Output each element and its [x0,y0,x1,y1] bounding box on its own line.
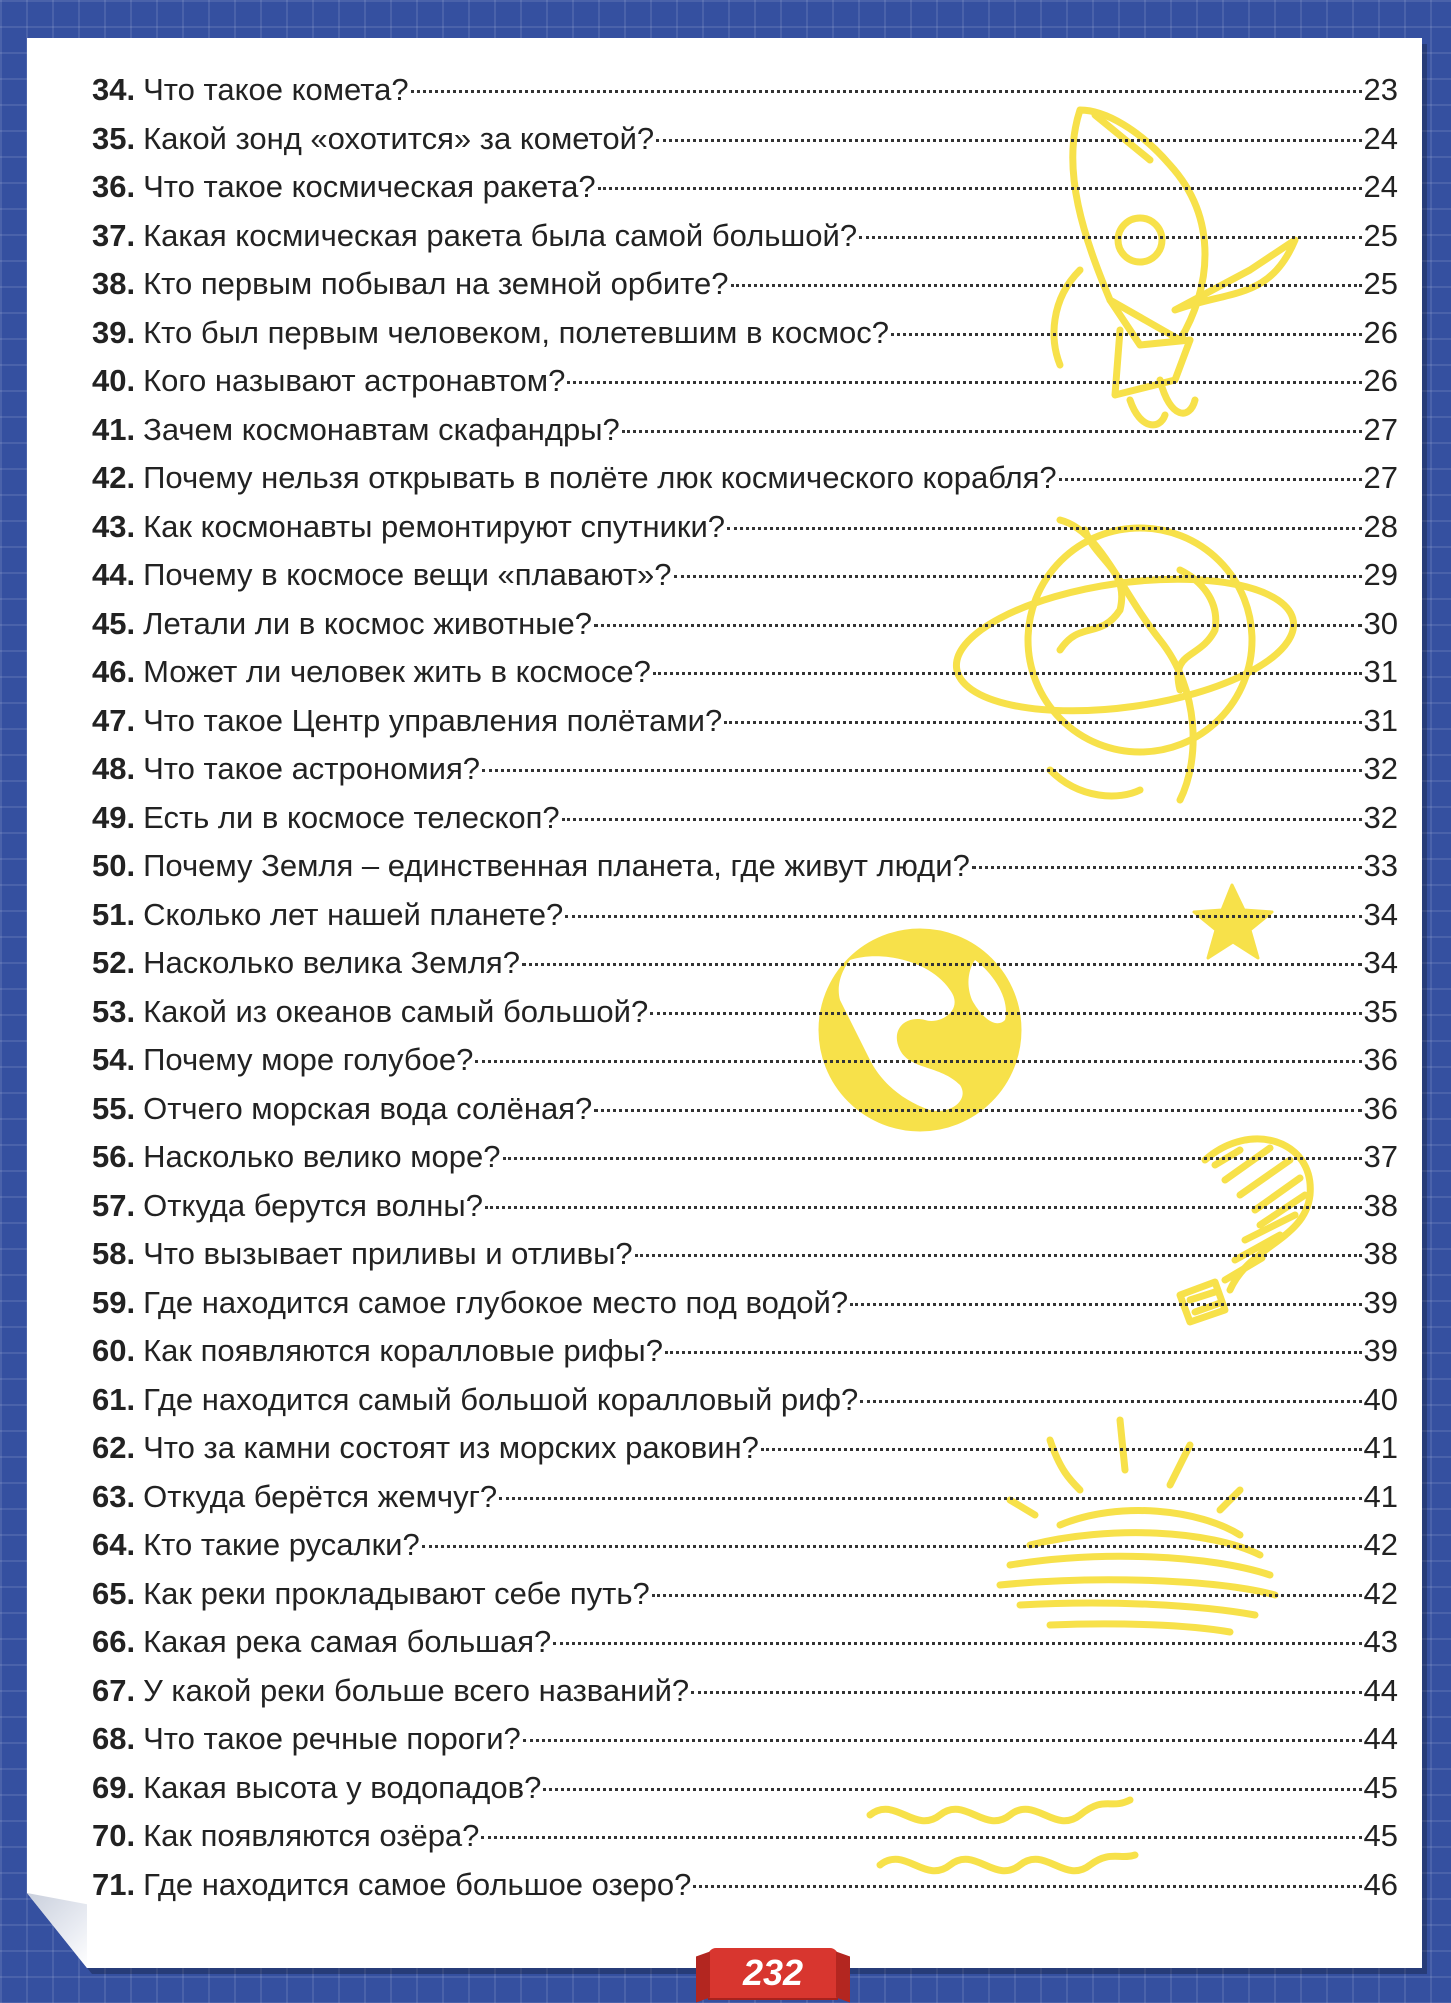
toc-entry-number: 64. [92,1527,136,1562]
toc-entry[interactable] [92,891,1398,940]
toc-entry-number: 68. [92,1721,136,1756]
toc-entry-number: 52. [92,945,136,980]
dot-leader [652,1593,1362,1597]
toc-entry[interactable] [92,1036,1398,1085]
toc-entry[interactable] [92,1521,1398,1570]
toc-entry[interactable] [92,842,1398,891]
toc-entry-page: 35 [1363,993,1398,1029]
toc-entry-page: 44 [1363,1721,1398,1756]
toc-entry-number: 63. [92,1478,136,1514]
toc-entry-page: 32 [1363,751,1398,786]
toc-entry[interactable] [92,357,1398,406]
toc-entry-page: 26 [1363,363,1398,398]
toc-entry-number: 41. [92,411,136,447]
toc-entry[interactable] [92,115,1398,164]
toc-entry-number: 61. [92,1381,136,1417]
toc-entry-title: Где находится самое глубокое место под водой? [143,1284,849,1320]
dot-leader [622,429,1362,433]
toc-entry-title: Почему нельзя открывать в полёте люк космического корабля? [143,460,1057,495]
toc-entry-number: 45. [92,605,136,641]
toc-entry-page: 36 [1363,1090,1398,1126]
toc-entry-title: Кто первым побывал на земной орбите? [143,266,729,301]
toc-entry-page: 27 [1363,411,1398,447]
table-of-contents [92,66,1398,1909]
toc-entry-title: Зачем космонавтам скафандры? [143,411,620,447]
toc-entry-page: 42 [1363,1575,1398,1611]
toc-entry-number: 48. [92,751,136,786]
toc-entry-page: 26 [1363,314,1398,350]
toc-entry-page: 31 [1363,654,1398,689]
toc-entry[interactable] [92,66,1398,115]
toc-entry-page: 30 [1363,605,1398,641]
dot-leader [860,1399,1361,1403]
toc-entry[interactable] [92,1424,1398,1473]
toc-entry-title: Как появляются озёра? [143,1818,480,1853]
toc-entry-title: Где находится самый большой коралловый риф? [143,1381,859,1417]
toc-entry[interactable] [92,1230,1398,1279]
toc-entry-title: Насколько велика Земля? [143,945,520,980]
toc-entry-title: Что за камни состоят из морских раковин? [143,1430,759,1465]
toc-entry[interactable] [92,1715,1398,1764]
toc-entry-page: 31 [1363,702,1398,738]
toc-entry[interactable] [92,1667,1398,1716]
toc-entry-page: 45 [1363,1818,1398,1853]
toc-entry-title: Может ли человек жить в космосе? [143,654,651,689]
toc-entry-number: 44. [92,557,136,592]
toc-entry-title: Какой зонд «охотится» за кометой? [143,120,655,156]
dot-leader [653,671,1362,675]
dot-leader [731,283,1362,287]
dot-leader [422,1544,1362,1548]
dot-leader [411,89,1362,93]
toc-entry-number: 49. [92,799,136,835]
dot-leader [656,138,1361,142]
toc-entry-page: 28 [1363,508,1398,544]
toc-entry[interactable] [92,988,1398,1037]
dot-leader [674,574,1362,578]
toc-entry-page: 40 [1363,1381,1398,1417]
dot-leader [635,1253,1362,1257]
toc-entry-page: 43 [1363,1624,1398,1659]
toc-entry[interactable] [92,551,1398,600]
toc-entry-number: 46. [92,654,136,689]
dot-leader [594,1108,1361,1112]
toc-entry-page: 34 [1363,896,1398,932]
toc-entry-number: 35. [92,120,136,156]
toc-entry-title: Почему Земля – единственная планета, где живут люди? [143,848,970,883]
toc-entry[interactable] [92,1376,1398,1425]
toc-entry-page: 34 [1363,945,1398,980]
toc-entry-title: Где находится самое большое озеро? [143,1866,692,1902]
toc-entry-page: 36 [1363,1042,1398,1077]
toc-entry-title: Кто был первым человеком, полетевшим в космос? [143,314,889,350]
dot-leader [481,1835,1361,1839]
toc-entry-title: Сколько лет нашей планете? [143,896,564,932]
toc-entry[interactable] [92,503,1398,552]
toc-entry[interactable] [92,745,1398,794]
page-number: 232 [742,1952,804,1993]
toc-entry[interactable] [92,1133,1398,1182]
dot-leader [761,1447,1362,1451]
toc-entry-number: 59. [92,1284,136,1320]
toc-entry-page: 41 [1363,1478,1398,1514]
toc-entry-title: Насколько велико море? [143,1139,501,1174]
toc-entry[interactable] [92,1764,1398,1813]
toc-entry-page: 23 [1363,72,1398,107]
toc-entry-title: Как появляются коралловые рифы? [143,1333,663,1368]
toc-entry[interactable] [92,454,1398,503]
toc-entry[interactable] [92,1327,1398,1376]
toc-entry-title: Кого называют астронавтом? [143,363,566,398]
dot-leader [567,380,1361,384]
toc-entry-title: Есть ли в космосе телескоп? [143,799,560,835]
toc-entry[interactable] [92,1618,1398,1667]
dot-leader [553,1641,1361,1645]
dot-leader [522,962,1362,966]
toc-entry-page: 25 [1363,217,1398,253]
toc-entry-number: 43. [92,508,136,544]
toc-entry-number: 71. [92,1866,136,1902]
toc-entry-title: Какая космическая ракета была самой большой? [143,217,858,253]
toc-entry-number: 42. [92,460,136,495]
toc-entry-title: Что такое комета? [143,72,409,107]
toc-entry-page: 39 [1363,1333,1398,1368]
dot-leader [543,1787,1361,1791]
toc-entry-page: 45 [1363,1769,1398,1805]
toc-entry-page: 39 [1363,1284,1398,1320]
dot-leader [482,768,1362,772]
toc-entry-number: 34. [92,72,136,107]
toc-entry-number: 69. [92,1769,136,1805]
toc-entry[interactable] [92,1570,1398,1619]
toc-entry-number: 65. [92,1575,136,1611]
toc-entry-page: 32 [1363,799,1398,835]
toc-entry-title: Какая высота у водопадов? [143,1769,542,1805]
toc-entry-title: Что такое астрономия? [143,751,481,786]
toc-entry[interactable] [92,163,1398,212]
toc-entry-page: 46 [1363,1866,1398,1902]
toc-entry[interactable] [92,1182,1398,1231]
toc-entry[interactable] [92,697,1398,746]
toc-entry-page: 37 [1363,1139,1398,1174]
toc-entry-number: 57. [92,1187,136,1223]
toc-entry-number: 37. [92,217,136,253]
toc-entry[interactable] [92,1473,1398,1522]
toc-entry-title: Как реки прокладывают себе путь? [143,1575,650,1611]
dot-leader [499,1496,1361,1500]
dot-leader [850,1302,1361,1306]
toc-entry-number: 39. [92,314,136,350]
toc-entry-number: 36. [92,169,136,204]
toc-entry-number: 62. [92,1430,136,1465]
toc-entry-number: 51. [92,896,136,932]
toc-entry-page: 38 [1363,1187,1398,1223]
dot-leader [562,817,1362,821]
toc-entry-title: Какая река самая большая? [143,1624,552,1659]
dot-leader [859,235,1361,239]
toc-entry[interactable] [92,406,1398,455]
toc-entry[interactable] [92,212,1398,261]
toc-entry-title: Что такое речные пороги? [143,1721,521,1756]
toc-entry-number: 38. [92,266,136,301]
toc-entry[interactable] [92,939,1398,988]
toc-entry[interactable] [92,1861,1398,1910]
toc-entry-page: 42 [1363,1527,1398,1562]
toc-entry-page: 27 [1363,460,1398,495]
toc-entry-number: 50. [92,848,136,883]
toc-entry-page: 44 [1363,1672,1398,1708]
toc-entry[interactable] [92,648,1398,697]
toc-entry-page: 41 [1363,1430,1398,1465]
toc-entry-number: 55. [92,1090,136,1126]
dot-leader [665,1350,1362,1354]
toc-entry-page: 38 [1363,1236,1398,1271]
toc-entry-title: Что такое космическая ракета? [143,169,596,204]
toc-entry-number: 54. [92,1042,136,1077]
toc-entry-page: 24 [1363,169,1398,204]
toc-entry-page: 24 [1363,120,1398,156]
toc-entry-number: 67. [92,1672,136,1708]
toc-entry-title: У какой реки больше всего названий? [143,1672,690,1708]
toc-entry-number: 47. [92,702,136,738]
dot-leader [1059,477,1362,481]
dot-leader [598,186,1362,190]
toc-entry-number: 58. [92,1236,136,1271]
toc-entry-number: 56. [92,1139,136,1174]
toc-entry-number: 66. [92,1624,136,1659]
toc-entry-number: 53. [92,993,136,1029]
toc-entry-page: 25 [1363,266,1398,301]
page-number-tab [708,1948,838,2000]
dot-leader [891,332,1362,336]
toc-entry[interactable] [92,260,1398,309]
dot-leader [650,1011,1361,1015]
toc-entry[interactable] [92,600,1398,649]
toc-entry-title: Какой из океанов самый большой? [143,993,649,1029]
toc-entry[interactable] [92,1279,1398,1328]
toc-entry-page: 29 [1363,557,1398,592]
dot-leader [693,1884,1361,1888]
dot-leader [691,1690,1361,1694]
dot-leader [727,526,1362,530]
toc-entry-title: Откуда берётся жемчуг? [143,1478,498,1514]
dot-leader [523,1738,1362,1742]
toc-entry-number: 40. [92,363,136,398]
toc-entry-title: Кто такие русалки? [143,1527,420,1562]
toc-entry-title: Откуда берутся волны? [143,1187,483,1223]
dot-leader [594,623,1362,627]
toc-entry[interactable] [92,1812,1398,1861]
dot-leader [565,914,1361,918]
dot-leader [724,720,1361,724]
dot-leader [972,865,1362,869]
toc-entry-title: Отчего морская вода солёная? [143,1090,593,1126]
toc-entry-title: Почему море голубое? [143,1042,474,1077]
toc-entry-page: 33 [1363,848,1398,883]
toc-entry-title: Что вызывает приливы и отливы? [143,1236,633,1271]
toc-entry-title: Летали ли в космос животные? [143,605,593,641]
page-curl [27,1893,87,1968]
toc-entry-title: Почему в космосе вещи «плавают»? [143,557,672,592]
toc-entry[interactable] [92,309,1398,358]
toc-entry-title: Что такое Центр управления полётами? [143,702,723,738]
dot-leader [503,1156,1362,1160]
dot-leader [485,1205,1362,1209]
toc-entry[interactable] [92,1085,1398,1134]
toc-entry-number: 60. [92,1333,136,1368]
toc-entry-number: 70. [92,1818,136,1853]
toc-entry-title: Как космонавты ремонтируют спутники? [143,508,726,544]
toc-entry[interactable] [92,794,1398,843]
dot-leader [475,1059,1361,1063]
